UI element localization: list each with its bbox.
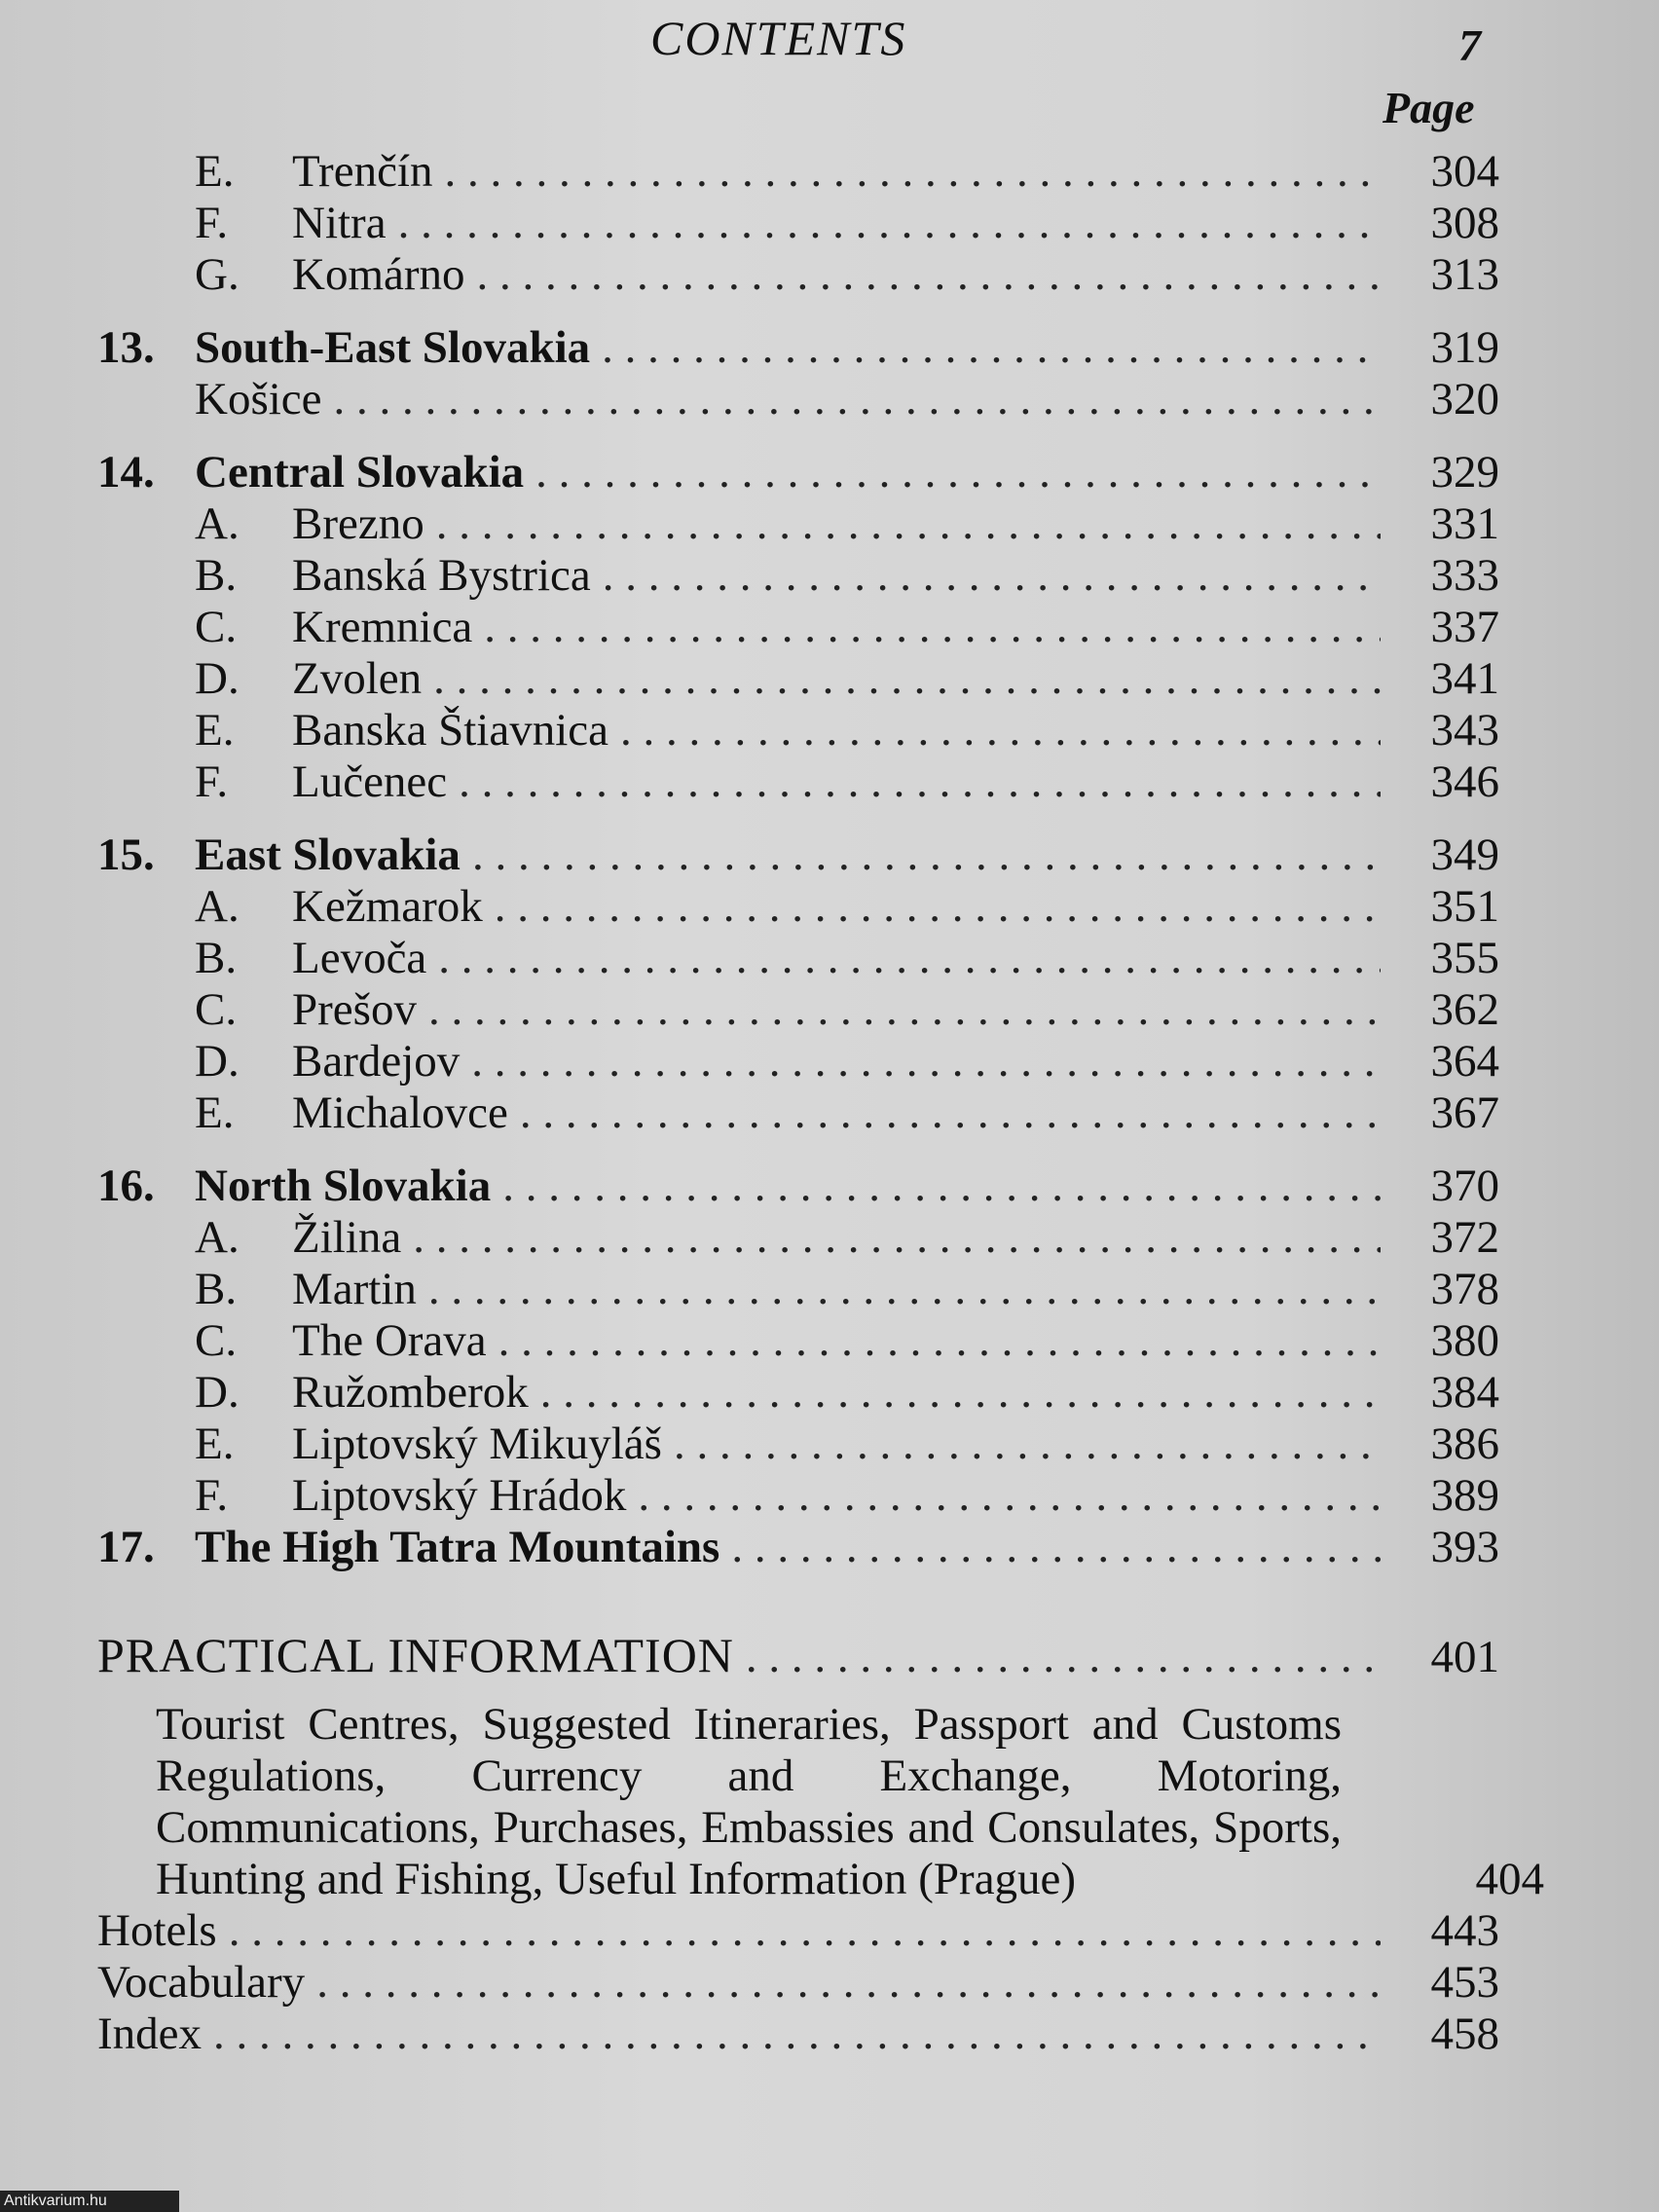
entry-title: Hotels (97, 1905, 217, 1956)
toc-entry (97, 984, 1499, 1036)
dot-leader (603, 550, 1381, 602)
entry-title: Trenčín (292, 146, 433, 197)
section-number: 16. (97, 1161, 155, 1211)
dot-leader (438, 933, 1381, 984)
toc-entry (97, 146, 1499, 198)
toc-entry (97, 1315, 1499, 1367)
dot-leader (477, 249, 1381, 301)
part-title: PRACTICAL INFORMATION (97, 1628, 734, 1682)
entry-page: 362 (1430, 984, 1499, 1035)
entry-letter: F. (195, 1470, 229, 1521)
toc-entry (97, 1470, 1499, 1522)
dot-leader (334, 374, 1381, 425)
entry-page: 320 (1430, 374, 1499, 424)
page-column-label: Page (1382, 83, 1475, 132)
entry-letter: A. (195, 881, 240, 932)
section-number: 13. (97, 322, 155, 373)
toc-entry (97, 881, 1499, 933)
dot-leader (495, 881, 1381, 933)
entry-title: Bardejov (292, 1036, 461, 1087)
dot-leader (316, 1957, 1381, 2009)
entry-page: 351 (1430, 881, 1499, 932)
entry-letter: A. (195, 498, 240, 549)
dot-leader (471, 1036, 1381, 1088)
dot-leader (520, 1088, 1381, 1139)
entry-page: 304 (1430, 146, 1499, 197)
dot-leader (674, 1419, 1381, 1470)
toc-section-heading (97, 322, 1499, 374)
entry-page: 308 (1430, 198, 1499, 248)
toc-entry (97, 1957, 1499, 2009)
entry-title: Liptovský Mikuyláš (292, 1419, 662, 1469)
entry-letter: C. (195, 1315, 238, 1366)
entry-title: Žilina (292, 1212, 402, 1263)
entry-letter: D. (195, 653, 240, 704)
entry-page: 349 (1430, 830, 1499, 880)
entry-title: Martin (292, 1264, 417, 1314)
dot-leader (484, 602, 1381, 653)
entry-title: Komárno (292, 249, 465, 300)
entry-letter: E. (195, 1419, 235, 1469)
dot-leader (498, 1315, 1381, 1367)
dot-leader (472, 830, 1381, 881)
entry-title: Nitra (292, 198, 387, 248)
dot-leader (398, 198, 1381, 249)
section-title: North Slovakia (195, 1161, 492, 1211)
dot-leader (433, 653, 1381, 705)
entry-page: 341 (1430, 653, 1499, 704)
dot-leader (602, 322, 1381, 374)
toc-entry (97, 1905, 1499, 1957)
entry-letter: D. (195, 1036, 240, 1087)
entry-page: 319 (1430, 322, 1499, 373)
section-number: 14. (97, 447, 155, 498)
entry-page: 393 (1430, 1522, 1499, 1572)
entry-letter: B. (195, 550, 238, 601)
entry-title: Banská Bystrica (292, 550, 591, 601)
entry-title: Prešov (292, 984, 417, 1035)
section-title: Central Slovakia (195, 447, 525, 498)
entry-page: 370 (1430, 1161, 1499, 1211)
entry-page: 386 (1430, 1419, 1499, 1469)
entry-title: Banska Štiavnica (292, 705, 609, 756)
entry-title: Levoča (292, 933, 427, 983)
dot-leader (540, 1367, 1381, 1419)
toc-entry (97, 550, 1499, 602)
watermark: Antikvarium.hu (0, 2191, 179, 2212)
entry-page: 453 (1430, 1957, 1499, 2008)
entry-title: Michalovce (292, 1088, 508, 1138)
dot-leader (459, 756, 1381, 808)
dot-leader (428, 984, 1381, 1036)
toc-entry (97, 933, 1499, 984)
entry-page: 367 (1430, 1088, 1499, 1138)
entry-letter: E. (195, 705, 235, 756)
toc-entry (97, 1088, 1499, 1139)
entry-title: Lučenec (292, 756, 448, 807)
toc-entry (97, 198, 1499, 249)
entry-title: Ružomberok (292, 1367, 529, 1418)
toc-entry (97, 2009, 1499, 2060)
toc-entry (97, 602, 1499, 653)
dot-leader (445, 146, 1382, 198)
entry-page: 372 (1430, 1212, 1499, 1263)
entry-title: Zvolen (292, 653, 423, 704)
toc-section-heading (97, 1522, 1499, 1573)
section-title: East Slovakia (195, 830, 461, 880)
toc-entry (97, 1264, 1499, 1315)
entry-page: 313 (1430, 249, 1499, 300)
page-number: 7 (1458, 20, 1481, 70)
entry-title: Vocabulary (97, 1957, 306, 2008)
entry-letter: E. (195, 146, 235, 197)
dot-leader (746, 1632, 1381, 1683)
dot-leader (213, 2009, 1381, 2060)
entry-page: 389 (1430, 1470, 1499, 1521)
section-title: South-East Slovakia (195, 322, 591, 373)
entry-letter: D. (195, 1367, 240, 1418)
entry-title: The Orava (292, 1315, 487, 1366)
entry-letter: F. (195, 198, 229, 248)
section-number: 15. (97, 830, 155, 880)
table-of-contents (97, 146, 1544, 2060)
toc-entry (97, 1036, 1499, 1088)
toc-entry (97, 374, 1499, 425)
toc-entry (97, 756, 1499, 808)
entry-page: 378 (1430, 1264, 1499, 1314)
page-title: CONTENTS (650, 11, 907, 65)
toc-entry (97, 705, 1499, 756)
entry-page: 343 (1430, 705, 1499, 756)
entry-page: 404 (1475, 1854, 1544, 1904)
entry-title: Brezno (292, 498, 424, 549)
toc-entry (97, 1367, 1499, 1419)
practical-description-text: Tourist Centres, Suggested Itineraries, Passport and Customs Regulations, Currency and Exchange, Motoring, Communications, Purchases, Embassies and Consulates, Sports, Hunting and Fishing, Useful Information (Prague) (156, 1699, 1342, 1904)
toc-section-heading (97, 830, 1499, 881)
toc-section-heading (97, 447, 1499, 498)
dot-leader (620, 705, 1381, 756)
entry-page: 384 (1430, 1367, 1499, 1418)
entry-page: 401 (1430, 1632, 1499, 1682)
entry-title: Kežmarok (292, 881, 483, 932)
toc-entry (97, 1212, 1499, 1264)
dot-leader (436, 498, 1381, 550)
entry-page: 329 (1430, 447, 1499, 498)
entry-letter: F. (195, 756, 229, 807)
toc-entry (97, 249, 1499, 301)
entry-page: 364 (1430, 1036, 1499, 1087)
dot-leader (413, 1212, 1381, 1264)
entry-letter: C. (195, 984, 238, 1035)
running-head (0, 10, 1659, 68)
entry-title: Liptovský Hrádok (292, 1470, 627, 1521)
entry-page: 443 (1430, 1905, 1499, 1956)
dot-leader (428, 1264, 1381, 1315)
dot-leader (502, 1161, 1381, 1212)
entry-letter: B. (195, 933, 238, 983)
entry-letter: G. (195, 249, 240, 300)
entry-title: Košice (195, 374, 322, 424)
entry-page: 380 (1430, 1315, 1499, 1366)
dot-leader (731, 1522, 1381, 1573)
toc-entry (97, 1419, 1499, 1470)
toc-part-heading (97, 1630, 1499, 1681)
dot-leader (535, 447, 1381, 498)
entry-page: 458 (1430, 2009, 1499, 2059)
practical-description (156, 1699, 1544, 1905)
toc-entry (97, 653, 1499, 705)
entry-letter: B. (195, 1264, 238, 1314)
dot-leader (638, 1470, 1381, 1522)
entry-page: 355 (1430, 933, 1499, 983)
entry-title: Kremnica (292, 602, 473, 652)
section-number: 17. (97, 1522, 155, 1572)
toc-entry (97, 498, 1499, 550)
section-title: The High Tatra Mountains (195, 1522, 720, 1572)
entry-page: 346 (1430, 756, 1499, 807)
entry-letter: A. (195, 1212, 240, 1263)
entry-letter: E. (195, 1088, 235, 1138)
toc-section-heading (97, 1161, 1499, 1212)
entry-page: 333 (1430, 550, 1499, 601)
entry-page: 337 (1430, 602, 1499, 652)
entry-page: 331 (1430, 498, 1499, 549)
dot-leader (229, 1905, 1381, 1957)
entry-letter: C. (195, 602, 238, 652)
entry-title: Index (97, 2009, 203, 2059)
